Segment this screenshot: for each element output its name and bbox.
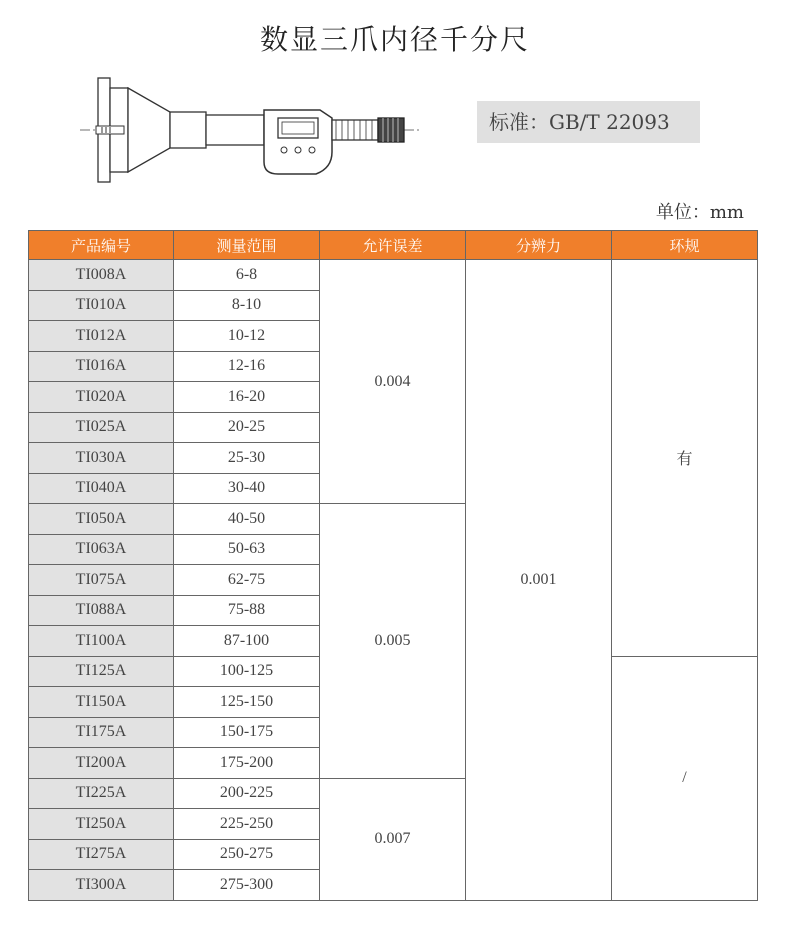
model-cell: TI016A: [29, 351, 174, 382]
range-cell: 6-8: [174, 260, 320, 291]
range-cell: 175-200: [174, 748, 320, 779]
range-cell: 10-12: [174, 321, 320, 352]
range-cell: 16-20: [174, 382, 320, 413]
header-ring-gauge: 环规: [612, 231, 758, 260]
range-cell: 275-300: [174, 870, 320, 901]
model-cell: TI063A: [29, 534, 174, 565]
model-cell: TI275A: [29, 839, 174, 870]
model-cell: TI088A: [29, 595, 174, 626]
micrometer-drawing: [80, 70, 420, 190]
standard-label: 标准：GB/T 22093: [477, 101, 700, 143]
range-cell: 225-250: [174, 809, 320, 840]
model-cell: TI300A: [29, 870, 174, 901]
range-cell: 8-10: [174, 290, 320, 321]
page-title: 数显三爪内径千分尺: [259, 23, 530, 56]
range-cell: 150-175: [174, 717, 320, 748]
resolution-cell: 0.001: [466, 260, 612, 901]
header-model: 产品编号: [29, 231, 174, 260]
model-cell: TI100A: [29, 626, 174, 657]
header-range: 测量范围: [174, 231, 320, 260]
model-cell: TI008A: [29, 260, 174, 291]
range-cell: 50-63: [174, 534, 320, 565]
model-cell: TI175A: [29, 717, 174, 748]
error-cell: 0.004: [320, 260, 466, 504]
range-cell: 40-50: [174, 504, 320, 535]
range-cell: 25-30: [174, 443, 320, 474]
header-resolution: 分辨力: [466, 231, 612, 260]
error-cell: 0.005: [320, 504, 466, 779]
model-cell: TI050A: [29, 504, 174, 535]
header-error: 允许误差: [320, 231, 466, 260]
model-cell: TI250A: [29, 809, 174, 840]
range-cell: 62-75: [174, 565, 320, 596]
ring-gauge-cell: 有: [612, 260, 758, 657]
range-cell: 200-225: [174, 778, 320, 809]
error-cell: 0.007: [320, 778, 466, 900]
model-cell: TI150A: [29, 687, 174, 718]
model-cell: TI020A: [29, 382, 174, 413]
unit-label: 单位：mm: [655, 202, 744, 223]
model-cell: TI010A: [29, 290, 174, 321]
header-row: [29, 231, 758, 260]
table-body: [29, 260, 758, 901]
model-cell: TI040A: [29, 473, 174, 504]
table-row: [29, 260, 758, 291]
range-cell: 12-16: [174, 351, 320, 382]
range-cell: 87-100: [174, 626, 320, 657]
range-cell: 100-125: [174, 656, 320, 687]
model-cell: TI012A: [29, 321, 174, 352]
spec-table: [28, 230, 758, 901]
model-cell: TI030A: [29, 443, 174, 474]
model-cell: TI225A: [29, 778, 174, 809]
model-cell: TI075A: [29, 565, 174, 596]
ring-gauge-cell: /: [612, 656, 758, 900]
range-cell: 125-150: [174, 687, 320, 718]
range-cell: 30-40: [174, 473, 320, 504]
range-cell: 20-25: [174, 412, 320, 443]
model-cell: TI200A: [29, 748, 174, 779]
range-cell: 75-88: [174, 595, 320, 626]
model-cell: TI025A: [29, 412, 174, 443]
range-cell: 250-275: [174, 839, 320, 870]
model-cell: TI125A: [29, 656, 174, 687]
